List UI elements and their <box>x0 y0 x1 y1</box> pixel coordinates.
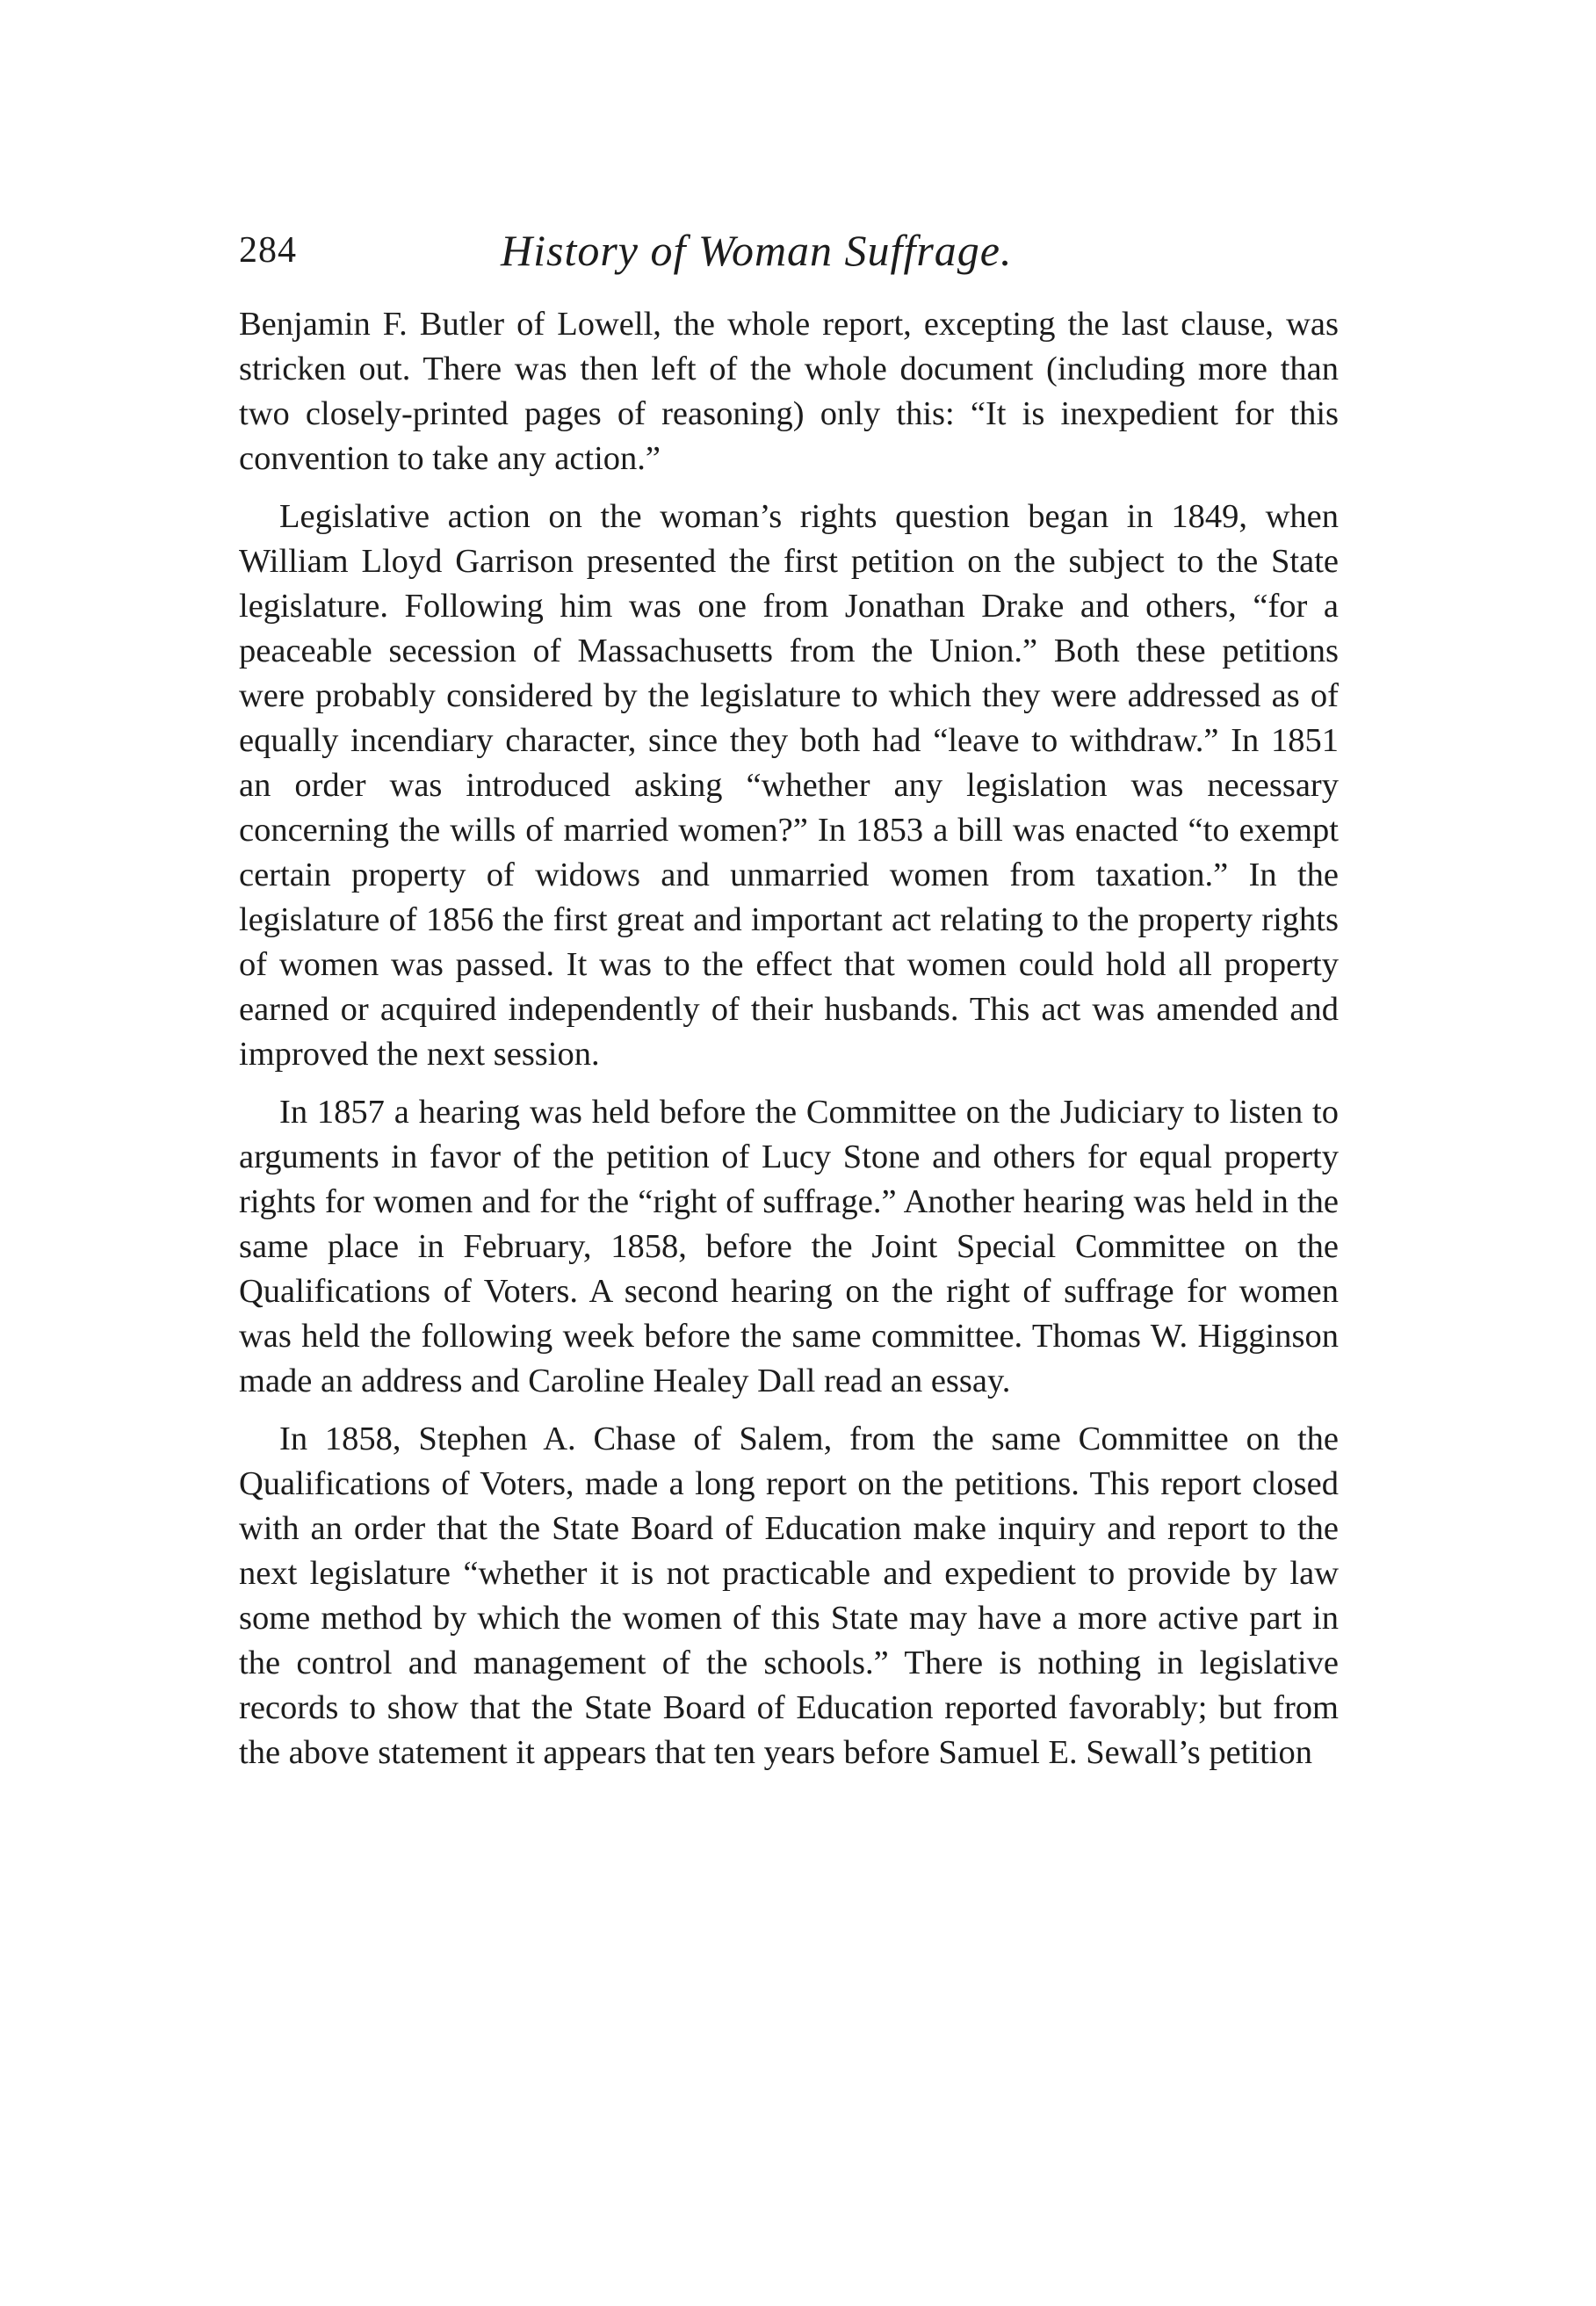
paragraph-1857-hearing: In 1857 a hearing was held before the Committee on the Judiciary to listen to arguments in favor of the petition of Lucy Stone and others for equal property rights for women and for the “right of suffrage.” Another hearing was held in the same place in February, 1858, before the Joint Special Committee on the Qualifications of Voters. A second hearing on the right of suffrage for women was held the following week before the same committee. Thomas W. Higginson made an address and Caroline Healey Dall read an essay. <box>239 1094 1339 1399</box>
running-title: History of Woman Suffrage. <box>501 226 1013 275</box>
body-text <box>239 302 1339 1775</box>
paragraph-legislative-action: Legislative action on the woman’s rights question began in 1849, when William Lloyd Garrison presented the first petition on the subject to the State legislature. Following him was one from Jonathan Drake and others, “for a peaceable secession of Massachusetts from the Union.” Both these petitions were probably considered by the legislature to which they were addressed as of equally incendiary character, since they both had “leave to withdraw.” In 1851 an order was introduced asking “whether any legislation was necessary concerning the wills of married women?” In 1853 a bill was enacted “to exempt certain property of widows and unmarried women from taxation.” In the legislature of 1856 the first great and important act relating to the property rights of women was passed. It was to the effect that women could hold all property earned or acquired independently of their husbands. This act was amended and improved the next session. <box>239 498 1339 1073</box>
page-header <box>239 220 1346 281</box>
paragraph-continuation: Benjamin F. Butler of Lowell, the whole report, excepting the last clause, was stricken out. There was then left of the whole document (including more than two closely-printed pages of reasoning) only this: “It is inexpedient for this convention to take any action.” <box>239 306 1339 477</box>
paragraph-1858-report: In 1858, Stephen A. Chase of Salem, from the same Committee on the Qualifications of Voters, made a long report on the petitions. This report closed with an order that the State Board of Education make inquiry and report to the next legislature “whether it is not practicable and expedient to provide by law some method by which the women of this State may have a more active part in the control and management of the schools.” There is nothing in legislative records to show that the State Board of Education reported favorably; but from the above statement it appears that ten years before Samuel E. Sewall’s petition <box>239 1420 1339 1771</box>
page-number: 284 <box>239 230 297 271</box>
